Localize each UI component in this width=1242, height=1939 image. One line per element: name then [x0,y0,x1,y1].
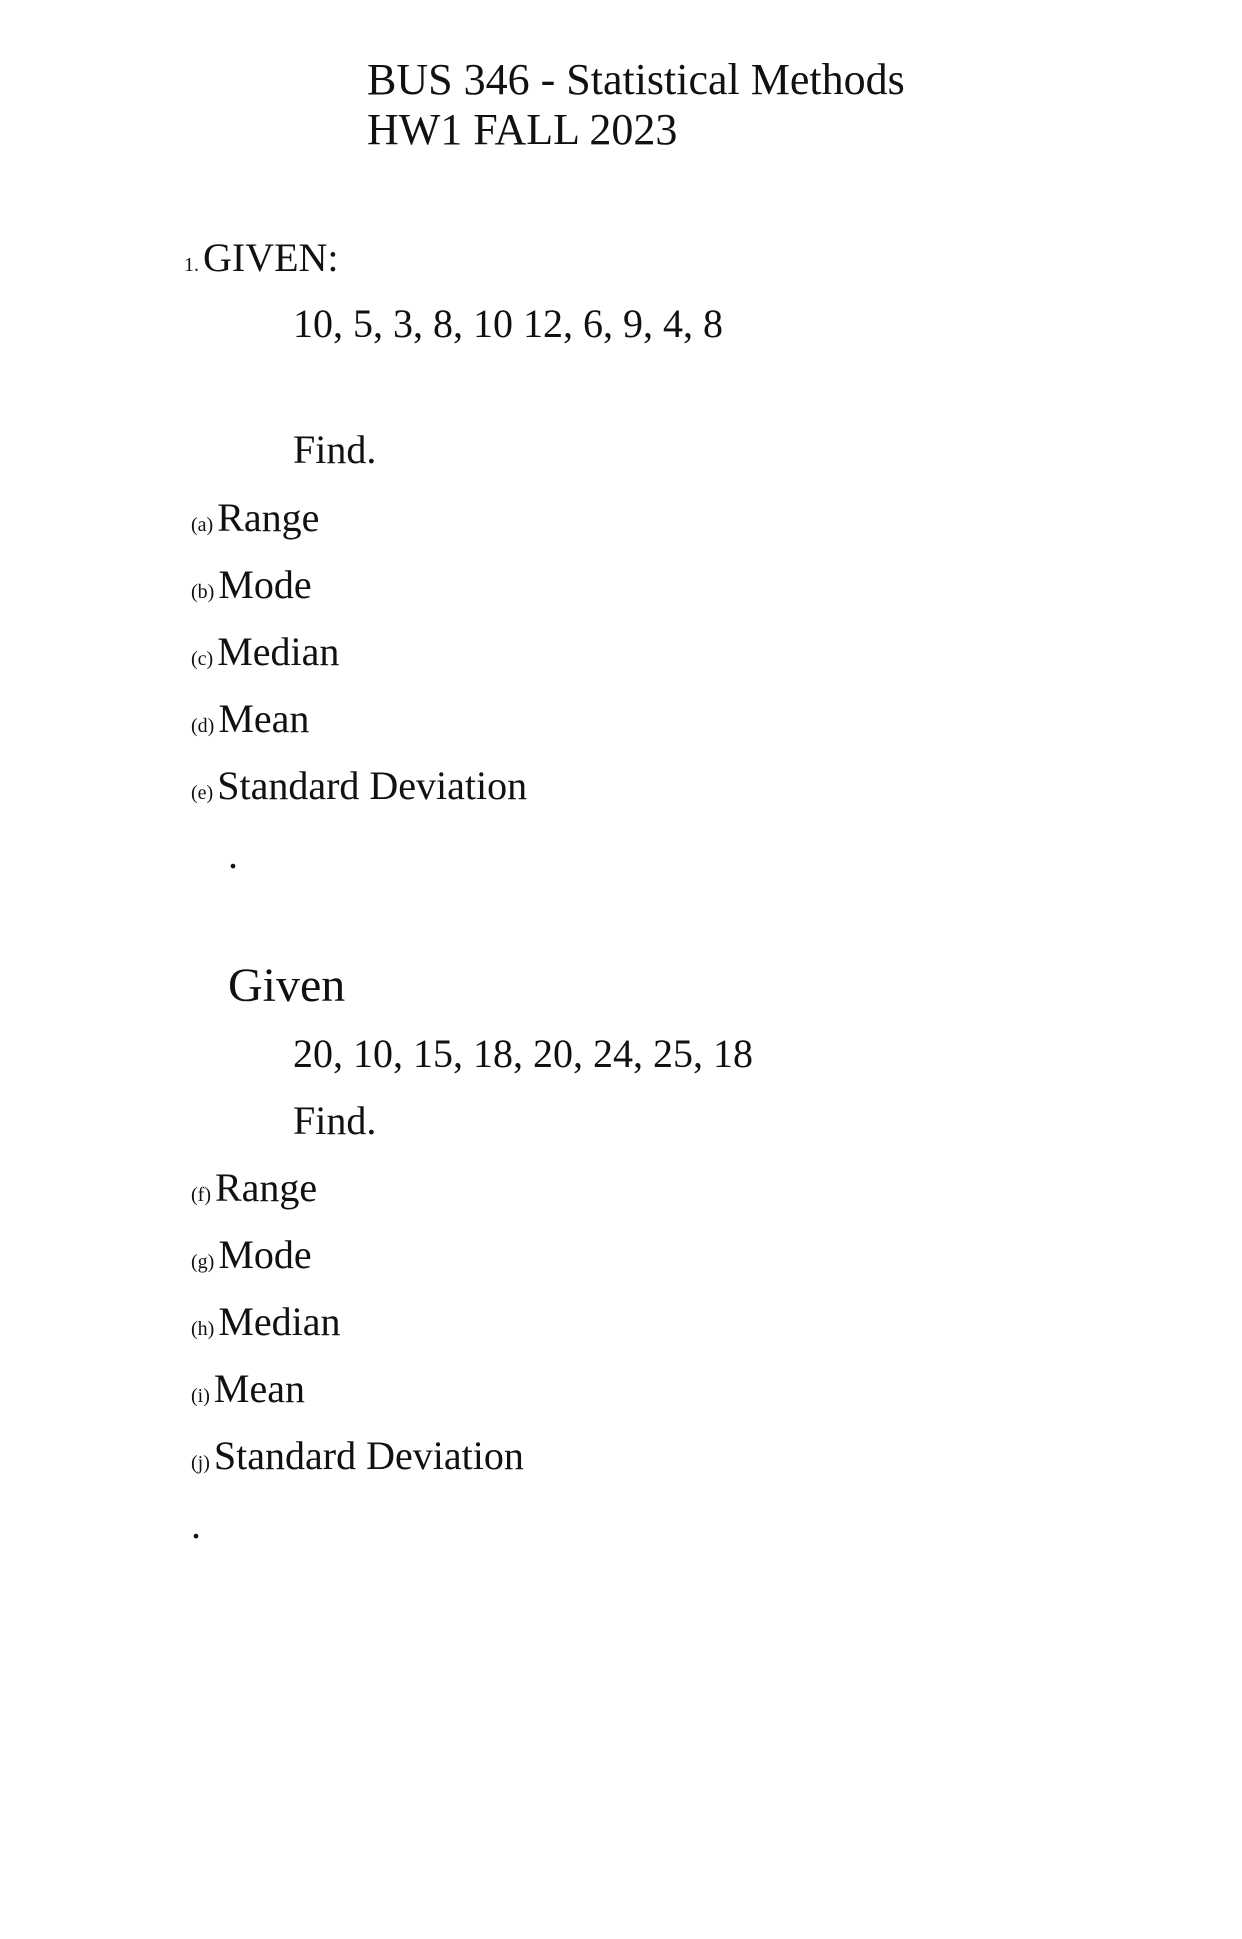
question-2-data: 20, 10, 15, 18, 20, 24, 25, 18 [293,1031,753,1076]
course-title: BUS 346 - Statistical Methods [367,55,905,104]
list-marker: (f) [191,1184,211,1206]
list-item-label: Mean [218,696,310,741]
list-item-g [191,1232,312,1277]
list-item-a [191,495,320,540]
list-item-d [191,696,310,741]
list-item-b [191,562,312,607]
question-1-given-label: GIVEN: [203,235,339,280]
question-1-data: 10, 5, 3, 8, 10 12, 6, 9, 4, 8 [293,301,723,346]
list-item-label: Standard Deviation [217,763,528,808]
assignment-title: HW1 FALL 2023 [367,105,678,154]
list-item-label: Median [217,629,340,674]
list-marker: (b) [191,581,215,603]
question-2-find: Find. [293,1098,377,1143]
question-1-find: Find. [293,427,377,472]
list-marker: (h) [191,1318,215,1340]
list-item-f [191,1165,318,1210]
question-number: 1. [184,254,199,276]
list-item-e [191,763,528,808]
list-item-label: Mode [218,1232,312,1277]
question-1-heading [184,235,339,280]
list-item-h [191,1299,341,1344]
list-item-label: Standard Deviation [213,1433,524,1478]
question-2-heading: Given [228,959,346,1012]
question-1-dot: . [228,832,238,877]
list-marker: (e) [191,782,214,804]
list-item-j [191,1433,524,1478]
list-marker: (a) [191,514,214,536]
list-marker: (i) [191,1385,210,1407]
list-item-i [191,1366,305,1411]
list-marker: (c) [191,648,214,670]
list-marker: (g) [191,1251,215,1273]
list-item-label: Range [214,1165,318,1210]
list-item-label: Median [218,1299,341,1344]
list-item-label: Mode [218,562,312,607]
list-item-c [191,629,340,674]
question-2-dot: . [191,1502,201,1547]
list-marker: (d) [191,715,215,737]
list-marker: (j) [191,1452,210,1474]
list-item-label: Range [217,495,320,540]
list-item-label: Mean [213,1366,305,1411]
